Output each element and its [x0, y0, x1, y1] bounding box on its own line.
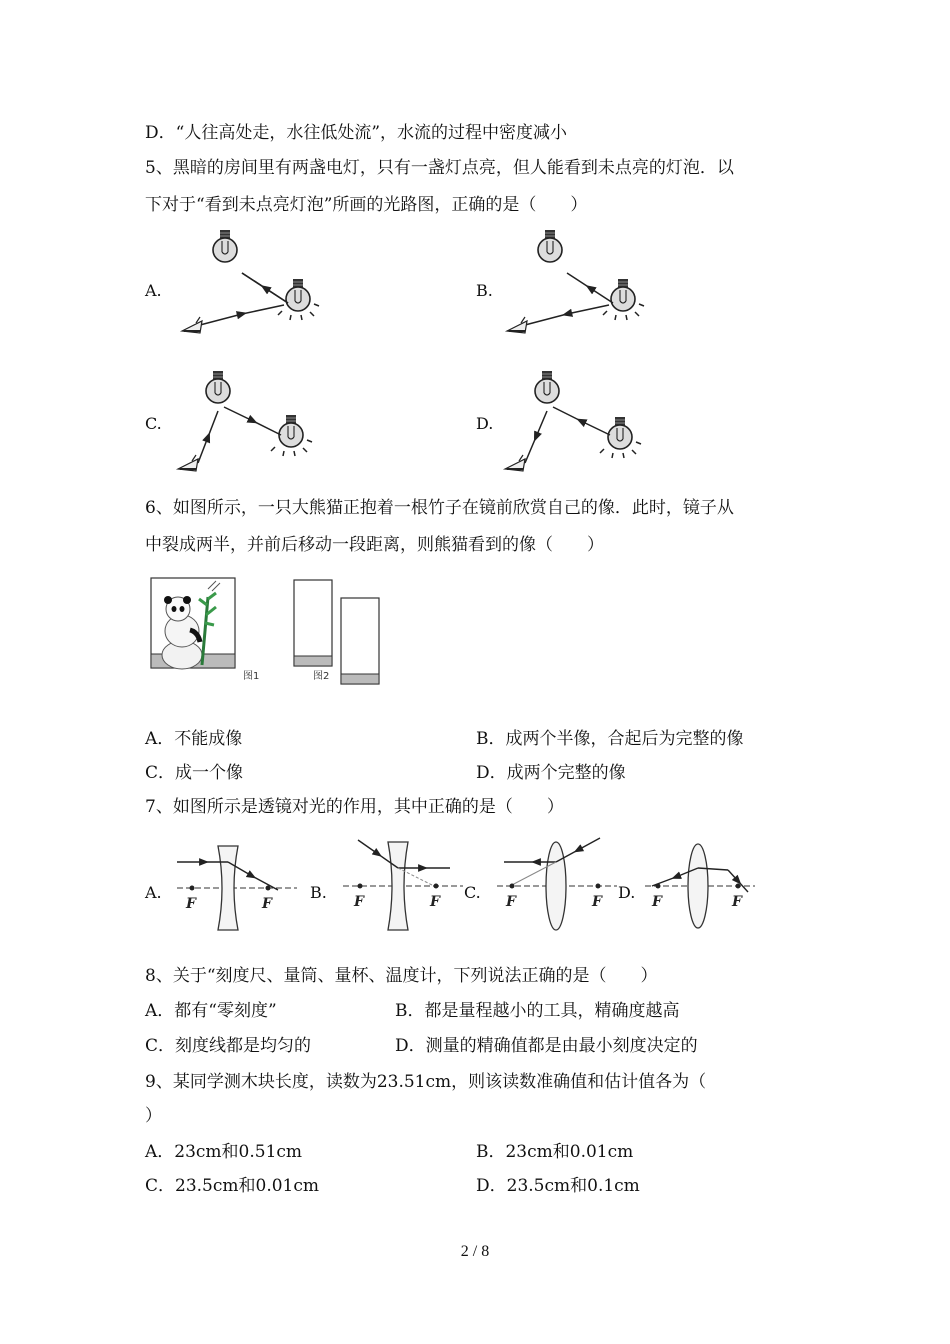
q8-option-d: D．测量的精确值都是由最小刻度决定的 [395, 1036, 698, 1056]
svg-text:F: F [506, 894, 516, 910]
q5-label-b: B. [476, 281, 493, 300]
q5-label-d: D. [476, 414, 494, 433]
svg-text:F: F [430, 894, 440, 910]
q8-option-a: A．都有“零刻度” [145, 1001, 277, 1021]
q6-stem-line2: 中裂成两半，并前后移动一段距离，则熊猫看到的像（ ） [145, 535, 604, 555]
q5b-unlit-bulb-icon [538, 230, 562, 262]
q6-fig2-caption: 图2 [313, 671, 330, 682]
svg-text:F: F [354, 894, 364, 910]
svg-text:F: F [592, 894, 602, 910]
q9-option-b: B．23cm和0.01cm [476, 1142, 634, 1162]
q7-label-c: C. [464, 883, 481, 902]
q9-option-d: D．23.5cm和0.1cm [476, 1176, 640, 1196]
svg-text:F: F [652, 894, 662, 910]
q5a-lit-bulb-icon [286, 279, 310, 311]
q5d-unlit-bulb-icon [535, 371, 559, 403]
q5-label-a: A. [145, 281, 162, 300]
q5-label-c: C. [145, 414, 162, 433]
q5-stem-line1: 5、黑暗的房间里有两盏电灯，只有一盏灯点亮，但人能看到未点亮的灯泡．以 [145, 158, 734, 178]
q9-stem-line1: 9、某同学测木块长度，读数为23.51cm，则该读数准确值和估计值各为（ [145, 1072, 707, 1092]
q5-stem-line2: 下对于“看到未点亮灯泡”所画的光路图，正确的是（ ） [145, 195, 588, 215]
svg-text:F: F [262, 896, 272, 912]
q5c-unlit-bulb-icon [206, 371, 230, 403]
q5a-unlit-bulb-icon [213, 230, 237, 262]
q8-option-c: C．刻度线都是均匀的 [145, 1036, 312, 1056]
q7-label-d: D. [618, 883, 636, 902]
page-number: 2 / 8 [460, 1243, 490, 1260]
q8-stem: 8、关于“刻度尺、量筒、量杯、温度计，下列说法正确的是（ ） [145, 966, 658, 986]
q7-diagram-b [338, 834, 468, 930]
q6-figure [148, 575, 388, 687]
q7-diagram-a [172, 838, 302, 930]
q7-label-a: A. [145, 883, 162, 902]
q6-fig1-caption: 图1 [243, 671, 260, 682]
q9-option-c: C．23.5cm和0.01cm [145, 1176, 319, 1196]
q4-option-d: D．“人往高处走，水往低处流”，水流的过程中密度减小 [145, 123, 568, 143]
q5a-eye-icon [182, 317, 202, 333]
q6-option-c: C．成一个像 [145, 763, 244, 783]
svg-text:F: F [186, 896, 196, 912]
convex-lens-icon [688, 844, 708, 928]
q6-option-b: B．成两个半像，合起后为完整的像 [476, 729, 744, 749]
q5-diagram-b [505, 225, 665, 335]
q9-option-a: A．23cm和0.51cm [145, 1142, 303, 1162]
convex-lens-icon [546, 842, 566, 930]
q5-diagram-d [505, 365, 665, 475]
q5c-lit-bulb-icon [279, 415, 303, 447]
q5-diagram-a [180, 225, 340, 335]
q9-stem-line2: ） [145, 1106, 162, 1126]
q7-stem: 7、如图所示是透镜对光的作用，其中正确的是（ ） [145, 797, 564, 817]
q5c-eye-icon [178, 455, 198, 471]
q5d-eye-icon [505, 455, 525, 471]
q8-option-b: B．都是量程越小的工具，精确度越高 [395, 1001, 680, 1021]
q6-option-d: D．成两个完整的像 [476, 763, 626, 783]
q5-diagram-c [178, 365, 338, 475]
q6-option-a: A．不能成像 [145, 729, 243, 749]
svg-text:F: F [732, 894, 742, 910]
q5b-eye-icon [507, 317, 527, 333]
q5d-lit-bulb-icon [608, 417, 632, 449]
q6-stem-line1: 6、如图所示，一只大熊猫正抱着一根竹子在镜前欣赏自己的像．此时，镜子从 [145, 498, 734, 518]
q7-diagram-c [492, 834, 622, 930]
q5b-lit-bulb-icon [611, 279, 635, 311]
q7-label-b: B. [310, 883, 327, 902]
q7-diagram-d [640, 838, 760, 930]
